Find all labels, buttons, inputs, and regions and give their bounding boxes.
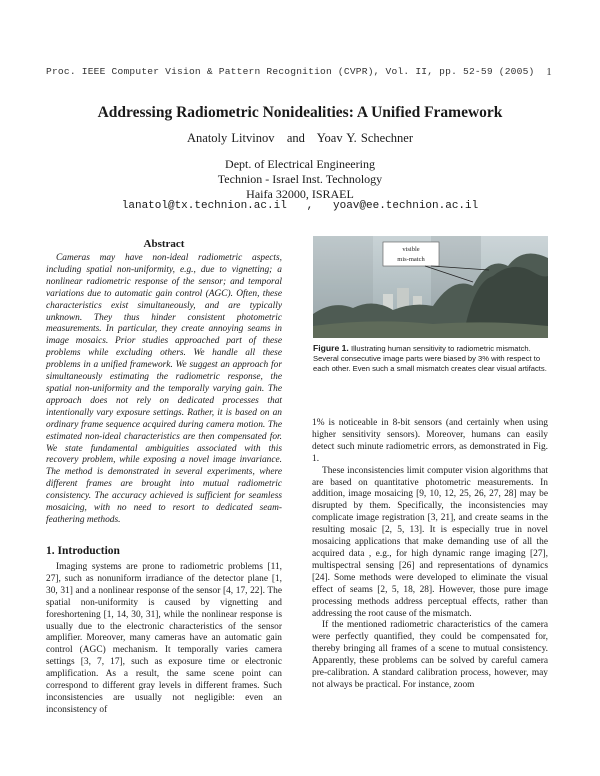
abstract-heading: Abstract bbox=[143, 238, 185, 250]
affiliation bbox=[0, 157, 600, 202]
affiliation-line: Technion - Israel Inst. Technology bbox=[217, 172, 383, 186]
affiliation-line: Dept. of Electrical Engineering bbox=[225, 157, 375, 171]
figure-1-image bbox=[313, 236, 548, 338]
authors: Anatoly Litvinov and Yoav Y. Schechner bbox=[187, 131, 413, 145]
introduction-text: Imaging systems are prone to radiometric problems [11, 27], such as nonuniform irradiance of the detector plane [1, 30, 31] and a nonlinear response of the sensor [4, 17, 22]. The spatial non-uniformity is caused by vignetting and foreshortening [1, 14, 30, 31], while the nonlinear response is usually due to the electronic characteristics of the sensor amplifier. Moreover, many cameras have an automatic gain control (AGC) mechanism. It temporally varies camera settings [3, 7, 17], such as exposure time or electronic amplification. As a result, the same scene point can correspond to different gray levels in different frames. Such inconsistencies are usually not negligible: even an inconsistency of bbox=[46, 562, 282, 715]
right-column-body bbox=[312, 418, 548, 692]
author-emails: lanatol@tx.technion.ac.il , yoav@ee.technion.ac.il bbox=[121, 200, 479, 212]
mosaic-photo bbox=[313, 236, 548, 338]
paper-title: Addressing Radiometric Nonidealities: A Unified Framework bbox=[97, 104, 503, 121]
overlay-label: mis-match bbox=[397, 256, 425, 263]
running-title: Proc. IEEE Computer Vision & Pattern Recognition (CVPR), Vol. II, pp. 52-59 (2005) bbox=[46, 66, 535, 77]
paragraph: If the mentioned radiometric characteristics of the camera were perfectly quantified, they could be compensated for, thereby bringing all frames of a scene to mutual consistency. Apparently, these problems can be solved by careful camera pre-calibration. A standard calibration process, however, may not always be practical. For instance, zoom bbox=[312, 620, 548, 690]
caption-text: Illustrating human sensitivity to radiometric mismatch. Several consecutive image parts were biased by 3% with respect to each other. Even such a small mismatch creates clear visual artifacts. bbox=[313, 344, 547, 374]
figure-1-caption bbox=[313, 343, 549, 375]
abstract-text: Cameras may have non-ideal radiometric aspects, including spatial non-uniformity, e.g., due to vignetting; a nonlinear radiometric response of the sensor; and temporal variations due to automatic gain control (AGC). Often, these characteristics exist simultaneously, and are typically unknown. They thus hinder consistent photometric measurements. In particular, they create annoying seams in image mosaics. Prior studies approached part of these problems while excluding others. We handle all these problems in a unified framework. We suggest an approach for simultaneously estimating the radiometric response, the spatial non-uniformity and the temporally varying gain. The approach does not rely on dedicated processes that intentionally vary exposure settings. Rather, it is based on an ordinary frame sequence acquired during camera motion. The estimated non-ideal characteristics are then compensated for. We state fundamental ambiguities associated with this recovery problem, while exposing a novel image invariance. The method is demonstrated in several experiments, where different frames are brought into mutual radiometric consistency. The accuracy achieved is sufficient for seamless mosaicing, with no need to resort to dedicated seam-feathering methods. bbox=[46, 253, 282, 525]
paragraph: These inconsistencies limit computer vision algorithms that are based on quantitative photometric measurements. In addition, image mosaicing [9, 10, 12, 25, 26, 27, 28] may be disrupted by them. Specifically, the inconsistencies may complicate image registration [3, 21], and create seams in the resulting mosaic [2, 5, 13]. It is especially true in novel mosaicing applications that make demanding use of all the acquired data , e.g., for high dynamic range imaging [27], multispectral sensing [26] and representations of dynamics [24]. Some methods were developed to eliminate the visual effect of seams [2, 5, 18, 28]. However, those pure image processing methods address perceptual effects, rather than addressing the root cause of the mismatch. bbox=[312, 465, 548, 619]
paragraph: 1% is noticeable in 8-bit sensors (and certainly when using higher sensitivity sensors). Moreover, humans can easily detect such minute radiometric errors, as demonstrated in Fig. 1. bbox=[312, 418, 548, 464]
section-heading-introduction: 1. Introduction bbox=[46, 545, 120, 557]
running-header bbox=[46, 66, 552, 77]
abstract-body bbox=[46, 253, 282, 527]
caption-label: Figure 1. bbox=[313, 343, 349, 353]
page-number: 1 bbox=[546, 66, 552, 78]
affiliation-line: Haifa 32000, ISRAEL bbox=[246, 187, 354, 201]
overlay-label: visible bbox=[402, 246, 420, 253]
introduction-body bbox=[46, 562, 282, 717]
